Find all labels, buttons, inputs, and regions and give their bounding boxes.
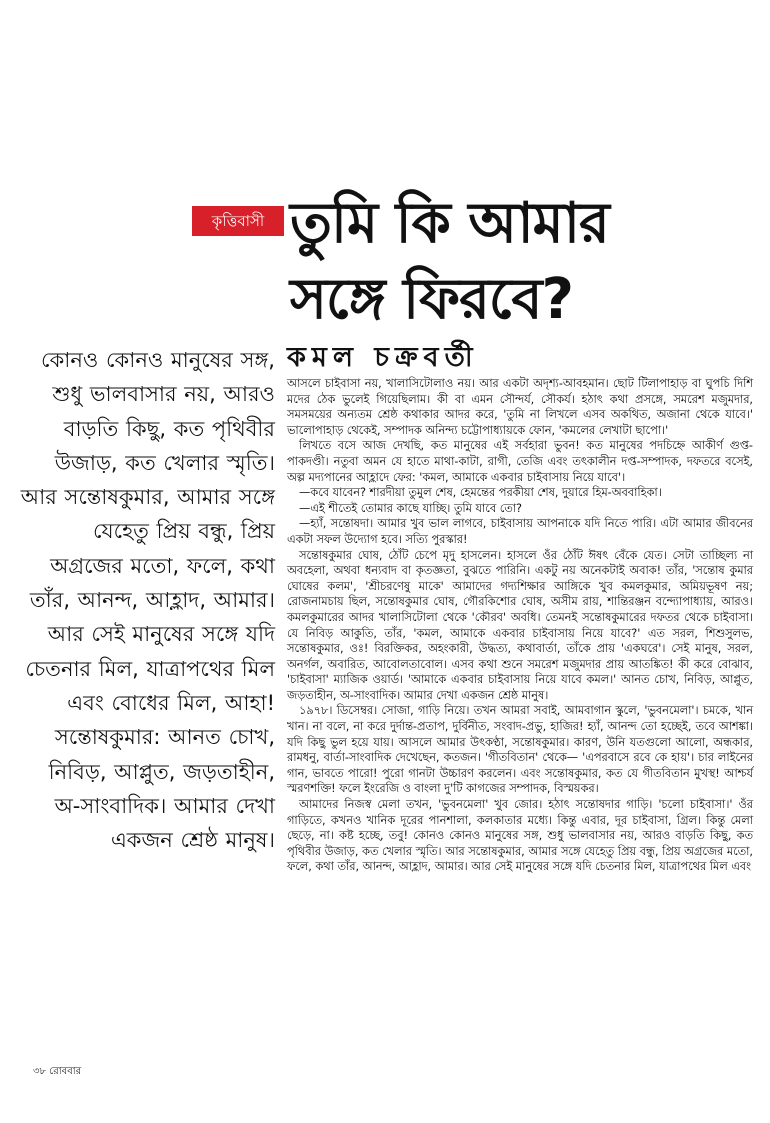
section-tag: কৃত্তিবাসী	[192, 206, 284, 236]
headline-line-1: তুমি কি আমার	[290, 191, 609, 256]
headline	[290, 186, 760, 338]
article-body	[287, 376, 753, 875]
body-paragraph: —হ্যাঁ, সন্তোষদা। আমার খুব ভাল লাগবে, চাইবাসায় আপনাকে যদি নিতে পারি। এটা আমার জীবনের একটা সফল উদ্যোগ হবে। সত্যি পুরস্কার!	[287, 517, 753, 546]
page-folio: ৩৮ রোববার	[33, 1066, 82, 1077]
body-paragraph: আমাদের নিজস্ব মেলা তখন, 'ভুবনমেলা' খুব জোর। হঠাৎ সন্তোষদার গাড়ি। 'চলো চাইবাসা।' ওঁর গাড়িতে, কখনও খানিক দূরের পানশালা, কলকাতার মধ্যে। কিন্তু এবার, দূর চাইবাসা, গ্রিল। কিন্তু মেলা ছেড়ে, না। কষ্ট হচ্ছে, তবু! কোনও কোনও মানুষের সঙ্গ, শুধু ভালবাসার নয়, আরও বাড়তি কিছু, কত পৃথিবীর উজাড়, কত খেলার স্মৃতি। আর সন্তোষকুমার, আমার সঙ্গে যেহেতু প্রিয় বন্ধু, প্রিয় অগ্রজের মতো, ফলে, কথা তাঁর, আনন্দ, আহ্লাদ, আমার। আর সেই মানুষের সঙ্গে যদি চেতনার মিল, যাত্রাপথের মিল এবং	[287, 798, 753, 874]
body-paragraph: —এই শীতেই তোমার কাছে যাচ্ছি। তুমি যাবে তো?	[299, 501, 523, 515]
body-paragraph: আসলে চাইবাসা নয়, খালাসিটোলাও নয়। আর একটা অদৃশ্য-আবহমান। ছোট টিলাপাহাড় বা ঘুপচি দিশি মদের ঠেক ভুলেই গিয়েছিলাম। কী বা এমন সৌন্দর্য, সৌকর্য। হঠাৎ কথা প্রসঙ্গে, সমরেশ মজুমদার, সমসময়ের অন্যতম শ্রেষ্ঠ কথাকার আদর করে, 'তুমি না লিখলে এসব অকথিত, অজানা থেকে যাবে।' ভালোপাহাড় থেকেই, সম্পাদক অনিন্দ্য চট্টোপাধ্যায়কে ফোন, 'কমলের লেখাটা ছাপো।'	[287, 377, 753, 437]
body-paragraph: সন্তোষকুমার ঘোষ, ঠোঁট চেপে মৃদু হাসলেন। হাসলে ওঁর ঠোঁট ঈষৎ বেঁকে যেত। সেটা তাচ্ছিল্য না অবহেলা, অথবা ধন্যবাদ বা কৃতজ্ঞতা, বুঝতে পারিনি। একটু নয় অনেকটাই অবাক! তাঁর, 'সন্তোষ কুমার ঘোষের কলম', 'শ্রীচরণেষু মাকে' আমাদের গদ্যশিক্ষার আঙ্গিকে খুব কমলকুমার, অমিয়ভূষণ নয়; রোজনামচায় ছিল, সন্তোষকুমার ঘোষ, গৌরকিশোর ঘোষ, অসীম রায়, শান্তিরঞ্জন বন্দ্যোপাধ্যায়, আরও। কমলকুমারের আদর খালাসিটোলা থেকে 'কৌরব' অবধি। তেমনই সন্তোষকুমারের দফতর থেকে চাইবাসা। যে নিবিড় আকুতি, তাঁর, 'কমল, আমাকে একবার চাইবাসায় নিয়ে যাবে?' এত সরল, শিশুসুলভ, সন্তোষকুমার, ওঃ! বিরক্তিকর, অহংকারী, উদ্ধত্য, কথাবার্তা, তাঁকে প্রায় 'একঘরে'। সেই মানুষ, সরল, অনর্গল, অবারিত, আবোলতাবোল। এসব কথা শুনে সমরেশ মজুমদার প্রায় আতঙ্কিত! কী করে বোঝাব, 'চাইবাসা' ম্যাজিক ওয়ার্ড। 'আমাকে একবার চাইবাসায় নিয়ে যাবে কমল।' আনত চোখ, নিবিড়, আপ্লুত, জড়তাহীন, অ-সাংবাদিক। আমার দেখা একজন শ্রেষ্ঠ মানুষ।	[287, 548, 753, 702]
body-paragraph: লিখতে বসে আজ দেখছি, কত মানুষের এই সর্বহারা ভুবন! কত মানুষের পদচিহ্নে আকীর্ণ গুপ্ত-পাকদণ্ডী। নতুবা অমন যে হাতে মাথা-কাটা, রাগী, তেজি এবং তৎকালীন দপ্ত-সম্পাদক, দফতরে বসেই, অল্প মদ্যপানের আহ্লাদে ফের: 'কমল, আমাকে একবার চাইবাসায় নিয়ে যাবে'।	[287, 439, 753, 484]
body-paragraph: —কবে যাবেন? শারদীয়া তুমুল শেষ, হেমন্তের পরকীয়া শেষ, দুয়ারে হিম-অববাহিকা।	[299, 486, 662, 500]
byline: কমল চক্রবর্তী	[287, 342, 479, 373]
body-paragraph: ১৯৭৮। ডিসেম্বর। সোজা, গাড়ি নিয়ে। তখন আমরা সবাই, আমবাগান স্কুলে, 'ভুবনমেলা'। চমকে, খান খান। না বলে, না করে দুর্দান্ত-প্রতাপ, দুর্বিনীত, সংবাদ-প্রভু, হাজির! হ্যাঁ, আনন্দ তো হচ্ছেই, তবে আশঙ্কা। যদি কিছু ভুল হয়ে যায়। আসলে আমার উৎকণ্ঠা, সন্তোষকুমার। কারণ, উনি যতগুলো আলো, অন্ধকার, রামধনু, বার্তা-সাংবাদিক দেখেছেন, কতজন। 'গীতবিতান' থেকে— 'এপরবাসে রবে কে হায়'। চার লাইনের গান, ভাবতে পারো! পুরো গানটা উচ্চারণ করলেন। এবং সন্তোষকুমার, কত যে গীতবিতান মুখস্থ! আশ্চর্য স্মরণশক্তি! ফলে ইংরেজি ও বাংলা দু'টি কাগজের সম্পাদক, বিস্ময়কর।	[287, 704, 753, 796]
pull-quote: কোনও কোনও মানুষের সঙ্গ, শুধু ভালবাসার নয়, আরও বাড়তি কিছু, কত পৃথিবীর উজাড়, কত খেলার স্মৃতি। আর সন্তোষকুমার, আমার সঙ্গে যেহেতু প্রিয় বন্ধু, প্রিয় অগ্রজের মতো, ফলে, কথা তাঁর, আনন্দ, আহ্লাদ, আমার। আর সেই মানুষের সঙ্গে যদি চেতনার মিল, যাত্রাপথের মিল এবং বোধের মিল, আহা! সন্তোষকুমার: আনত চোখ, নিবিড়, আপ্লুত, জড়তাহীন, অ-সাংবাদিক। আমার দেখা একজন শ্রেষ্ঠ মানুষ।	[20, 348, 275, 853]
headline-line-2: সঙ্গে ফিরবে?	[290, 267, 574, 332]
